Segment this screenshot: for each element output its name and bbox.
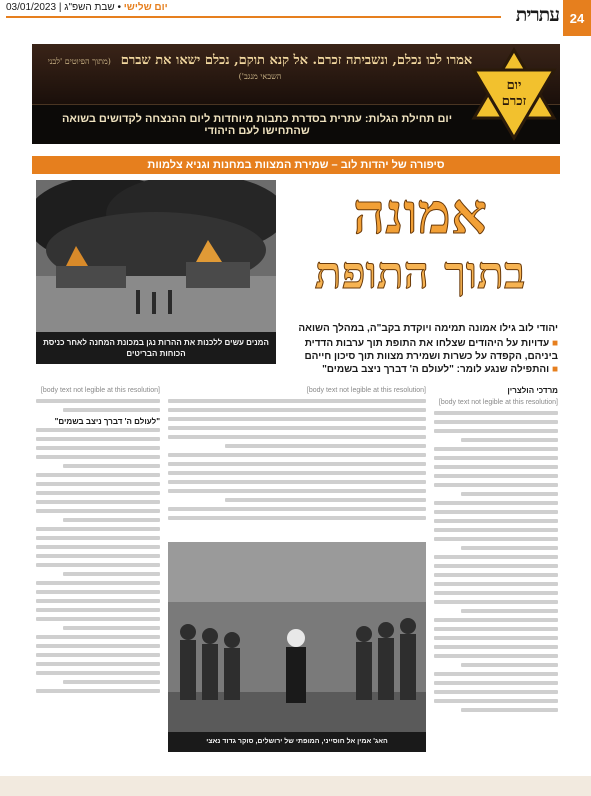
article-headline [282, 182, 558, 320]
burning-camp-caption: המנים עשים ללכנות את ההרות נגן במכונת המחנה לאחר כניסת הכוחות הבריטים [36, 332, 276, 364]
lead-bullet-1-text: עדויות על היהודים שצלחו את התופת תוך ערבות הדדית ביניהם, הקפדה על כשרות ושמירת מצוות תוך סיכון חייהם [304, 338, 558, 362]
banner-quote [44, 54, 476, 84]
soldiers-review-illustration [168, 542, 426, 732]
lead-bullet-2 [282, 363, 558, 376]
lead-bullet-1 [282, 337, 558, 363]
article-subtitle-bar: סיפורה של יהדות לוב – שמירת המצוות במחנות וגניא צלמוות [32, 156, 560, 174]
section-logo: עתרית [515, 4, 559, 26]
article-body [36, 386, 558, 758]
body-column-1 [434, 386, 558, 758]
star-label [466, 78, 560, 110]
banner-quote-text: אמרו לכו נכלם, ונשביתה זכרם. אל קנא תוקם, נכלם ישאו את שברם [120, 53, 473, 68]
issue-line: יום שלישי • שבת השפ"ג | 03/01/2023 [6, 2, 168, 13]
burning-camp-illustration [36, 180, 276, 332]
soldiers-review-caption: האג' אמין אל חוסייני, המופתי של ירושלים, סוקר גדוד נאצי [168, 732, 426, 752]
star-of-david-icon [466, 46, 560, 142]
section-heading: "לעולם ה' דברך ניצב בשמים" [54, 417, 160, 426]
author-byline: מרדכי הולצרין [507, 386, 558, 395]
lead-bullet-2-text: והתפילה שנגע לומר: "לעולם ה' דברך ניצב בשמים" [322, 364, 550, 375]
body-column-2 [168, 386, 426, 536]
burning-camp-photo [36, 180, 276, 332]
body-column-3 [36, 386, 160, 758]
lead-text: יהודי לוב גילו אמונה תמימה ויוקדת בקב"ה, במהלך השואה [298, 323, 558, 334]
star-label-line2: זכרם [501, 94, 527, 109]
headline-line1: אמונה [353, 181, 487, 247]
banner-strip-text: יום תחילת הגלות: עתרית בסדרת כתבות מיוחדות ליום ההנצחה לקדושים בשואה שהתחישו לעם היהודי [61, 113, 453, 137]
issue-date: 03/01/2023 [6, 2, 57, 13]
body-placeholder-1: [body text not legible at this resolution] [438, 399, 558, 406]
page-header [0, 0, 591, 36]
page-number: 24 [563, 0, 591, 36]
header-rule [6, 16, 501, 18]
banner-quote-source: (מתוך הפיוטים 'לבני השבאי מנגב') [47, 57, 282, 81]
headline-line2: בתוך התופת [314, 248, 526, 299]
issue-label: יום שלישי [123, 2, 168, 13]
article-lead [282, 322, 558, 384]
body-placeholder-2: [body text not legible at this resolution] [306, 387, 426, 394]
page-footer [0, 776, 591, 796]
star-label-line1: יום [506, 78, 522, 93]
body-placeholder-3: [body text not legible at this resolution] [40, 387, 160, 394]
issue-sub: שבת השפ"ג [64, 2, 115, 13]
bullet-icon: ■ [549, 338, 558, 349]
bullet-icon: ■ [549, 364, 558, 375]
memorial-banner [32, 44, 560, 144]
soldiers-review-photo [168, 542, 426, 732]
